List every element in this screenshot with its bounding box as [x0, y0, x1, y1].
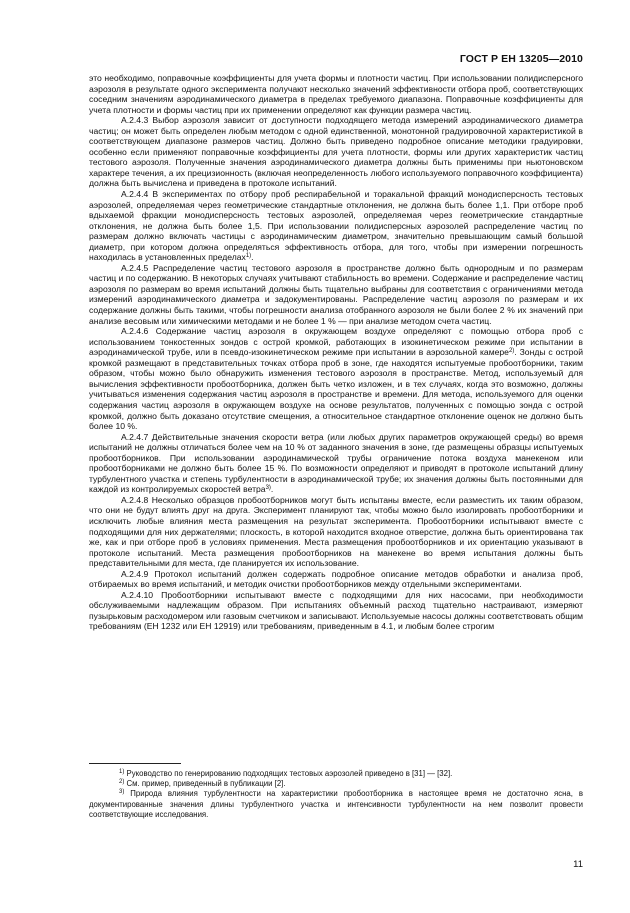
footnote-ref-3: 3) — [265, 485, 271, 492]
paragraph-a-2-4-7: А.2.4.7 Действительные значения скорости ветра (или любых других параметров окружающей среды) во время испытаний не должны отличаться более чем на 10 % от заданного значения в зоне, где размещены образцы испытуемых пробоотборников. При использовании аэродинамической трубы ограничение потока воздуха манекеном или пробоотборниками не должно быть более 15 %. По возможности определяют и приводят в протоколе испытаний длину турбулентного участка и степень турбулентности в аэродинамической трубе; их значения должны быть постоянными для каждой из контролируемых скоростей ветра$^{3)}$. — [89, 431, 583, 495]
main-text — [89, 73, 583, 632]
paragraph-a-2-4-9: А.2.4.9 Протокол испытаний должен содержать подробное описание методов обработки и анализа проб, отбираемых во время испытаний, и методик очистки пробоотборников между отдельными экспериментами. — [89, 568, 583, 590]
page-number: 11 — [573, 859, 583, 870]
paragraph-a-2-4-8: А.2.4.8 Несколько образцов пробоотборников могут быть испытаны вместе, если разместить их таким образом, что они не будут влиять друг на друга. Эксперимент планируют так, чтобы можно было изолировать пробоотборники и исключить любые влияния места размещения на результат эксперимента. Пробоотборники испытывают вместе с подходящими для них держателями; плоскость, в которой находится входное отверстие, должна быть ориентирована так же, как и при отборе проб в условиях применения. Места размещения пробоотборников и их ориентацию указывают в протоколе испытаний. Места размещения пробоотборников на манекене во время испытания должны быть представительными для места, где планируется их использование. — [89, 494, 583, 569]
paragraph-a-2-4-3: А.2.4.3 Выбор аэрозоля зависит от доступности подходящего метода измерений аэродинамического диаметра частиц; он может быть определен любым методом с одной единственной, монотонной градуировочной характеристикой в соответствующем диапазоне размеров частиц. Должно быть приведено подробное описание методики градуировки, особенно если применяют поправочные коэффициенты для учета плотности, формы или других характеристик частиц тестового аэрозоля. Полученные значения аэродинамического диаметра должны быть применимы при ньютоновском характере течения, а их прецизионность (включая неопределенность любого используемого поправочного коэффициента) должна быть вычислена и приведена в протоколе испытаний. — [89, 115, 583, 189]
footnote-3: $^{3)}$ Природа влияния турбулентности на характеристики пробоотборника в настоящее время не достаточно ясна, в документированные значения длины турбулентного участка и интенсивности турбулентности на нем позволит провести соответствующие исследования. — [89, 789, 583, 819]
paragraph-a-2-4-5: А.2.4.5 Распределение частиц тестового аэрозоля в пространстве должно быть однородным и по размерам частиц и по содержанию. В некоторых случаях учитывают стабильность во времени. Содержание и распределение частиц аэрозоля по размерам во время испытаний должны быть тщательно выбраны для соответствия с ограничениями метода измерений аэродинамического диаметра и задокументированы. Распределение частиц аэрозоля по размерам и их содержание должны быть такими, чтобы погрешности анализа отобранного аэрозоля не были более 2 % их значений при анализе весовым или химическими методами и не более 1 % — при анализе методом счета частиц. — [89, 262, 583, 326]
paragraph-continuation: это необходимо, поправочные коэффициенты для учета формы и плотности частиц. При использовании полидисперсного аэрозоля в результате одного эксперимента получают несколько значений эффективности отбора проб, соответствующих соседним значениям аэродинамического диаметра в пределах требуемого диапазона. Поправочные коэффициенты для учета плотности и формы частиц при их применении определяют как функции размера частиц. — [89, 73, 583, 115]
paragraph-a-2-4-6: А.2.4.6 Содержание частиц аэрозоля в окружающем воздухе определяют с помощью отбора проб с использованием тонкостенных зондов с острой кромкой, работающих в изокинетическом режиме при испытании в аэродинамической трубе, или в псевдо-изокинетическом режиме при испытании в аэрозольной камере$^{2)}$. Зонды с острой кромкой размещают в представительных точках отбора проб в зоне, где находятся испытуемые пробоотборники, таким образом, чтобы можно было обнаружить изменения тестового аэрозоля в пространстве. Метод, используемый для вычисления эффективности пробоотборника, должен быть четко изложен, и в тех случаях, когда это возможно, должны учитываться изменения содержания частиц аэрозоля в пространстве и времени. Для метода, используемого для оценки содержания частиц аэрозоля в окружающем воздухе на основе результатов, полученных с помощью зонда с острой кромкой, должно быть доказано отсутствие смещения, а относительное стандартное отклонение оценок не должно быть более 10 %. — [89, 326, 583, 432]
paragraph-a-2-4-4: А.2.4.4 В экспериментах по отбору проб респирабельной и торакальной фракций монодисперсность тестовых аэрозолей, определяемая через геометрические стандартные отклонения, не должна быть более 1,1. При отборе проб вдыхаемой фракции монодисперсность тестовых аэрозолей, определяемая через геометрические стандартные отклонения, не должна быть более 1,5. При использовании полидисперсных аэрозолей распределение частиц по размерам должно включать частицы с аэродинамическим диаметром, значительно превышающим самый большой диаметр, при котором должна определяться эффективность отбора, для того, чтобы при измерении погрешность находилась в установленных пределах$^{1)}$. — [89, 189, 583, 263]
footnote-separator — [89, 763, 181, 764]
footnotes — [89, 769, 583, 820]
paragraph-a-2-4-10: А.2.4.10 Пробоотборники испытывают вместе с подходящими для них насосами, при необходимости обслуживаемыми надлежащим образом. При испытаниях объемный расход тщательно настраивают, измеряют пузырьковым расходомером или газовым счетчиком и записывают. Используемые насосы должны соответствовать общим требованиям (ЕН 1232 или ЕН 12919) или требованиям, приведенным в 4.1, и любым более строгим — [89, 589, 583, 632]
footnote-2: $^{2)}$ См. пример, приведенный в публикации [2]. — [119, 779, 286, 789]
footnote-1: $^{1)}$ Руководство по генерированию подходящих тестовых аэрозолей приведено в [31] — [32]. — [119, 769, 453, 778]
footnote-ref-2: 2) — [508, 348, 515, 355]
standard-header: ГОСТ Р ЕН 13205—2010 — [459, 53, 583, 65]
footnote-ref-1: 1) — [245, 253, 252, 260]
